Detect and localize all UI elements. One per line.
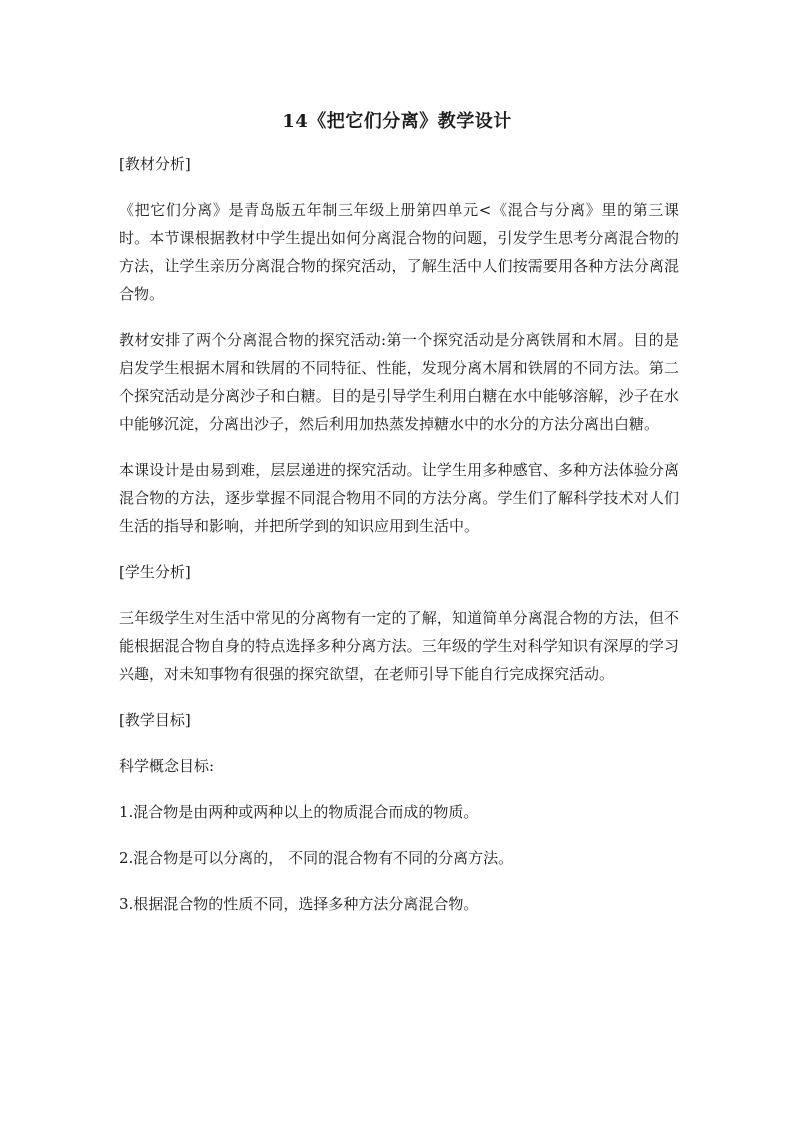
goal-item-1: 1.混合物是由两种或两种以上的物质混合而成的物质。 [119, 803, 479, 821]
textbook-analysis-paragraph-1: 《把它们分离》是青岛版五年制三年级上册第四单元<《混合与分离》里的第三课时。本节课根据教材中学生提出如何分离混合物的问题，引发学生思考分离混合物的方法，让学生亲历分离混合物的探究活动，了解生活中人们按需要用各种方法分离混合物。 [119, 201, 679, 303]
student-analysis-heading: [学生分析] [119, 563, 191, 581]
teaching-goals-heading: [教学目标] [119, 711, 191, 729]
textbook-analysis-paragraph-3: 本课设计是由易到难，层层递进的探究活动。让学生用多种感官、多种方法体验分离混合物的方法，逐步掌握不同混合物用不同的方法分离。学生们了解科学技术对人们生活的指导和影响，并把所学到的知识应用到生活中。 [119, 461, 679, 535]
goal-item-3: 3.根据混合物的性质不同，选择多种方法分离混合物。 [119, 895, 479, 913]
goal-item-2: 2.混合物是可以分离的， 不同的混合物有不同的分离方法。 [119, 849, 514, 867]
document-body [119, 150, 679, 936]
student-analysis-paragraph: 三年级学生对生活中常见的分离物有一定的了解，知道简单分离混合物的方法，但不能根据混合物自身的特点选择多种分离方法。三年级的学生对科学知识有深厚的学习兴趣，对未知事物有很强的探究欲望，在老师引导下能自行完成探究活动。 [119, 609, 679, 683]
document-title: 14《把它们分离》教学设计 [282, 111, 512, 132]
science-concept-goals-label: 科学概念目标: [119, 757, 215, 775]
textbook-analysis-heading: [教材分析] [119, 155, 191, 173]
textbook-analysis-paragraph-2: 教材安排了两个分离混合物的探究活动:第一个探究活动是分离铁屑和木屑。目的是启发学生根据木屑和铁屑的不同特征、性能，发现分离木屑和铁屑的不同方法。第二个探究活动是分离沙子和白糖。目的是引导学生利用白糖在水中能够溶解，沙子在水中能够沉淀，分离出沙子，然后利用加热蒸发掉糖水中的水分的方法分离出白糖。 [119, 331, 679, 433]
